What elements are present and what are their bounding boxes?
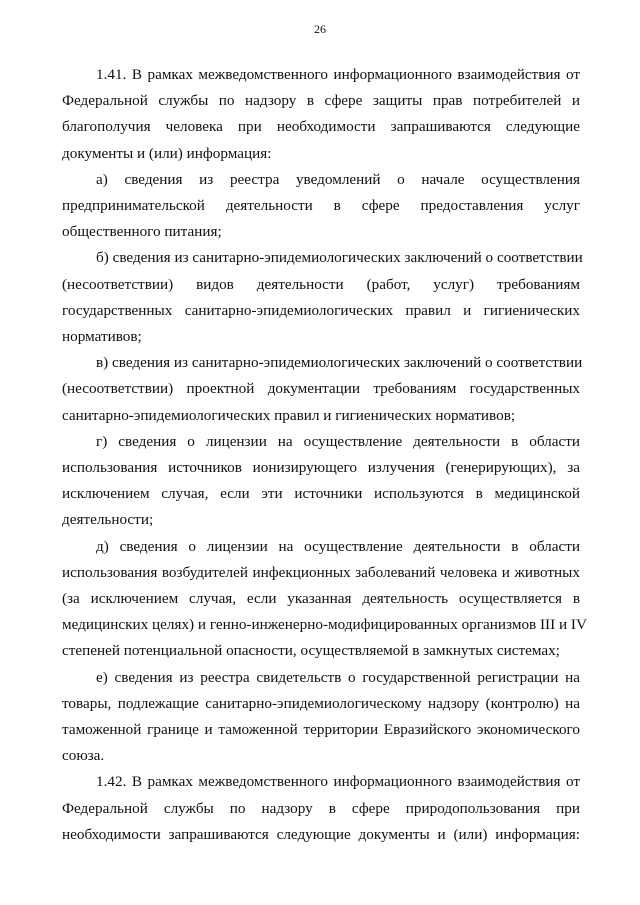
- paragraph-line: в) сведения из санитарно-эпидемиологических заключений о соответствии: [96, 354, 583, 372]
- paragraph-line: Федеральной службы по надзору в сфере защиты прав потребителей и: [62, 92, 580, 110]
- paragraph-line: товары, подлежащие санитарно-эпидемиологическому надзору (контролю) на: [62, 694, 580, 712]
- paragraph-line: таможенной границе и таможенной территории Евразийского экономического: [62, 721, 580, 739]
- paragraph-line: (несоответствии) проектной документации требованиям государственных: [62, 380, 580, 398]
- paragraph-line: (за исключением случая, если указанная деятельность осуществляется в: [62, 590, 580, 608]
- paragraph-line: Федеральной службы по надзору в сфере природопользования при: [62, 799, 580, 817]
- paragraph-line: г) сведения о лицензии на осуществление деятельности в области: [96, 432, 580, 450]
- paragraph-line: союза.: [62, 747, 105, 765]
- paragraph-1-42: [62, 769, 580, 848]
- document-body: [62, 62, 587, 848]
- paragraph-line: государственных санитарно-эпидемиологических правил и гигиенических: [62, 301, 580, 319]
- paragraph-line: использования источников ионизирующего излучения (генерирующих), за: [62, 459, 580, 477]
- paragraph-line: а) сведения из реестра уведомлений о начале осуществления: [96, 170, 580, 188]
- paragraph-line: деятельности;: [62, 511, 154, 529]
- paragraph-line: медицинских целях) и генно-инженерно-модифицированных организмов III и IV: [62, 616, 587, 634]
- paragraph-line: исключением случая, если эти источники используются в медицинской: [62, 485, 580, 503]
- paragraph-item-v: [62, 350, 583, 429]
- paragraph-item-d: [62, 534, 587, 665]
- paragraph-line: (несоответствии) видов деятельности (работ, услуг) требованиям: [62, 275, 580, 293]
- paragraph-line: 1.42. В рамках межведомственного информационного взаимодействия от: [96, 773, 580, 791]
- paragraph-line: санитарно-эпидемиологических правил и гигиенических нормативов;: [62, 406, 516, 424]
- paragraph-line: е) сведения из реестра свидетельств о государственной регистрации на: [96, 668, 580, 686]
- paragraph-line: степеней потенциальной опасности, осуществляемой в замкнутых системах;: [62, 642, 560, 660]
- paragraph-line: документы и (или) информация:: [62, 144, 272, 162]
- paragraph-item-a: [62, 167, 580, 246]
- paragraph-line: нормативов;: [62, 328, 142, 346]
- paragraph-line: д) сведения о лицензии на осуществление деятельности в области: [96, 537, 580, 555]
- paragraph-item-e: [62, 665, 580, 770]
- paragraph-item-b: [62, 245, 583, 350]
- paragraph-line: необходимости запрашиваются следующие документы и (или) информация:: [62, 825, 580, 843]
- paragraph-line: 1.41. В рамках межведомственного информационного взаимодействия от: [96, 66, 580, 83]
- paragraph-line: использования возбудителей инфекционных заболеваний человека и животных: [62, 563, 580, 581]
- paragraph-line: общественного питания;: [62, 223, 222, 241]
- paragraph-line: благополучия человека при необходимости запрашиваются следующие: [62, 118, 580, 136]
- paragraph-line: предпринимательской деятельности в сфере предоставления услуг: [62, 197, 580, 215]
- paragraph-1-41: [62, 62, 580, 167]
- page-number: 26: [314, 22, 326, 36]
- paragraph-line: б) сведения из санитарно-эпидемиологических заключений о соответствии: [96, 249, 583, 267]
- paragraph-item-g: [62, 429, 580, 534]
